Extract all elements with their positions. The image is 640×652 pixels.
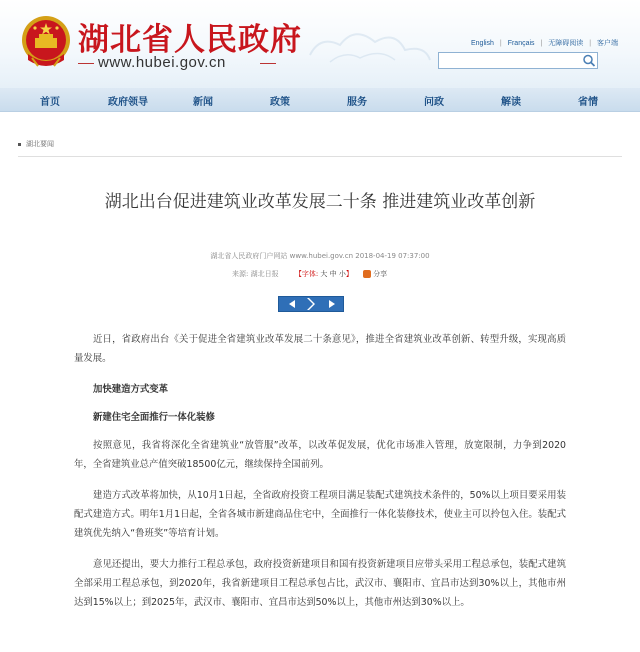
- article-meta: 湖北省人民政府门户网站 www.hubei.gov.cn 2018-04-19 07:37:00: [210, 252, 430, 260]
- article-tools: [232, 269, 387, 279]
- pager-divider-icon: [301, 297, 323, 311]
- nav-services[interactable]: 服务: [347, 97, 367, 108]
- link-accessibility[interactable]: 无障碍阅读: [548, 40, 584, 47]
- paragraph: 建造方式改革将加快，从10月1日起，全省政府投资工程项目满足装配式建筑技术条件的，50%以上项目要采用装配式建造方式。明年1月1日起，全省各城市新建商品住宅中，全面推行一体化装修技术，使业主可以拎包入住。装配式建筑优先纳入“鲁班奖”等培育计划。: [74, 490, 566, 539]
- search-input[interactable]: [438, 52, 598, 69]
- paragraph: 近日，省政府出台《关于促进全省建筑业改革发展二十条意见》，推进全省建筑业改革创新、转型升级，实现高质量发展。: [74, 334, 566, 364]
- url-decor-line-right: [260, 63, 276, 64]
- breadcrumb-link[interactable]: 湖北要闻: [26, 140, 54, 148]
- breadcrumb: [18, 139, 54, 149]
- cloud-pattern-icon: [300, 20, 440, 70]
- paragraph: 意见还提出，要大力推行工程总承包，政府投资新建项目和国有投资新建项目应带头采用工程总承包，装配式建筑全部采用工程总承包，到2020年，我省新建项目工程总承包占比，武汉市、襄阳市、宜昌市达到30%以上，其他市州达到15%以上；到2025年，武汉市、襄阳市、宜昌市达到50%以上，其他市州达到30%以上。: [74, 559, 566, 608]
- bullet-icon: [18, 143, 21, 146]
- article-title: 湖北出台促进建筑业改革发展二十条 推进建筑业改革创新: [104, 192, 536, 212]
- font-size-large[interactable]: 大: [320, 270, 328, 278]
- site-title[interactable]: 湖北省人民政府: [78, 22, 302, 58]
- font-size-medium[interactable]: 中: [329, 270, 337, 278]
- nav-policy[interactable]: 政策: [270, 97, 290, 108]
- nav-interpretation[interactable]: 解读: [501, 97, 521, 108]
- main-nav: [0, 88, 640, 112]
- share-label[interactable]: 分享: [373, 270, 388, 278]
- link-client-app[interactable]: 客户端: [597, 40, 618, 47]
- nav-inquiry[interactable]: 问政: [424, 97, 444, 108]
- national-emblem-icon: [20, 14, 72, 70]
- separator: |: [540, 40, 543, 47]
- section-heading: 加快建造方式变革: [93, 384, 169, 395]
- nav-home[interactable]: 首页: [40, 97, 60, 108]
- article-pager: [278, 296, 344, 312]
- top-links: [467, 38, 618, 48]
- separator: |: [589, 40, 592, 47]
- font-size-end: 】: [345, 270, 353, 278]
- link-english[interactable]: English: [470, 40, 494, 47]
- site-header: [0, 0, 640, 88]
- font-size-small[interactable]: 小: [338, 270, 346, 278]
- paragraph: 按照意见，我省将深化全省建筑业“放管服”改革，以改革促发展，优化市场准入管理，放宽限制，力争到2020年，全省建筑业总产值突破18500亿元，继续保持全国前列。: [74, 440, 566, 470]
- link-french[interactable]: Français: [507, 40, 535, 47]
- nav-government-leaders[interactable]: 政府领导: [108, 97, 148, 108]
- nav-news[interactable]: 新闻: [193, 97, 213, 108]
- section-subheading: 新建住宅全面推行一体化装修: [93, 412, 215, 423]
- next-arrow-icon[interactable]: [321, 297, 343, 311]
- search-icon[interactable]: [581, 53, 597, 68]
- share-icon[interactable]: [363, 270, 371, 278]
- font-size-label: 【字体:: [294, 270, 319, 278]
- url-decor-line-left: [78, 63, 94, 64]
- article-body: [74, 330, 566, 624]
- nav-province-info[interactable]: 省情: [578, 97, 598, 108]
- article-source: 来源: 湖北日报: [232, 270, 279, 278]
- font-size-control: [295, 270, 353, 278]
- site-url: www.hubei.gov.cn: [98, 54, 226, 71]
- separator: |: [499, 40, 502, 47]
- divider: [18, 156, 622, 157]
- previous-arrow-icon[interactable]: [281, 297, 303, 311]
